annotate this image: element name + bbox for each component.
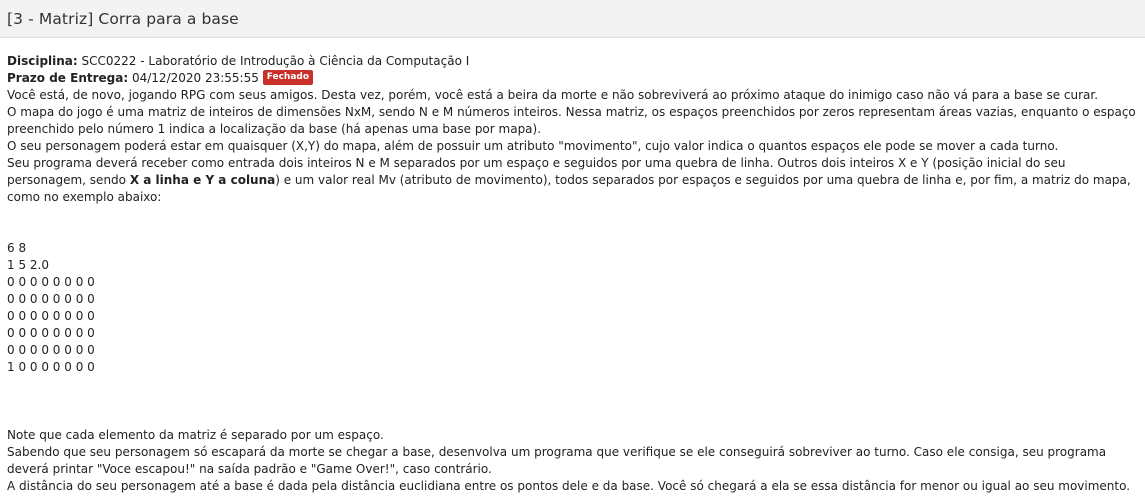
page-title: [3 - Matriz] Corra para a base [7,9,239,28]
example-line: 0 0 0 0 0 0 0 0 [7,309,95,323]
discipline-line [7,53,1143,70]
example-line: 0 0 0 0 0 0 0 0 [7,292,95,306]
example-line: 1 0 0 0 0 0 0 0 [7,360,95,374]
deadline-label: Prazo de Entrega: [7,71,129,85]
note-paragraph-3: A distância do seu personagem até a base é dada pela distância euclidiana entre os pontos dele e da base. Você só chegará a ela se essa distância for menor ou igual ao seu movimento. [7,479,1131,493]
note-paragraph-2: Sabendo que seu personagem só escapará da morte se chegar a base, desenvolva um programa que verifique se ele conseguirá sobreviver ao turno. Caso ele consiga, seu programa deverá printar "Voce escapou!" na saída padrão e "Game Over!", caso contrário. [7,445,1107,476]
example-line: 0 0 0 0 0 0 0 0 [7,343,95,357]
example-line: 6 8 [7,241,27,255]
description-paragraph-1: Você está, de novo, jogando RPG com seus amigos. Desta vez, porém, você está a beira da morte e não sobreviverá ao próximo ataque do inimigo caso não vá para a base se curar. [7,88,1099,102]
deadline-value: 04/12/2020 23:55:55 [131,71,259,85]
discipline-value: SCC0222 - Laboratório de Introdução à Ciência da Computação I [81,54,470,68]
description-paragraph-4 [7,155,1143,206]
status-badge: Fechado [263,70,313,85]
note-paragraph-1: Note que cada elemento da matriz é separado por um espaço. [7,428,384,442]
discipline-label: Disciplina: [7,54,78,68]
description-paragraph-2: O mapa do jogo é uma matriz de inteiros de dimensões NxM, sendo N e M números inteiros. Nessa matriz, os espaços preenchidos por zeros representam áreas vazias, enquanto o espaço preenchido pelo número 1 indica a localização da base (há apenas uma base por mapa). [7,105,1136,136]
description-p4-part2: ) e um valor real Mv (atributo de movimento), todos separados por espaços e seguidos por uma quebra de linha e, por fim, a matriz do mapa, como no exemplo abaixo: [7,173,1131,204]
deadline-line [7,70,1143,87]
description-paragraph-3: O seu personagem poderá estar em quaisquer (X,Y) do mapa, além de possuir um atributo "movimento", cujo valor indica o quantos espaços ele pode se mover a cada turno. [7,139,1059,153]
example-line: 0 0 0 0 0 0 0 0 [7,275,95,289]
page-header [0,0,1145,38]
example-input-block [7,240,1143,376]
spacer [7,376,1143,427]
assignment-content [7,53,1143,495]
example-line: 0 0 0 0 0 0 0 0 [7,326,95,340]
example-line: 1 5 2.0 [7,258,49,272]
description-p4-bold: X a linha e Y a coluna [129,173,276,187]
spacer [7,206,1143,240]
description-p4-part1: Seu programa deverá receber como entrada dois inteiros N e M separados por um espaço e seguidos por uma quebra de linha. Outros dois inteiros X e Y (posição inicial do seu personagem, sendo [7,156,1066,187]
